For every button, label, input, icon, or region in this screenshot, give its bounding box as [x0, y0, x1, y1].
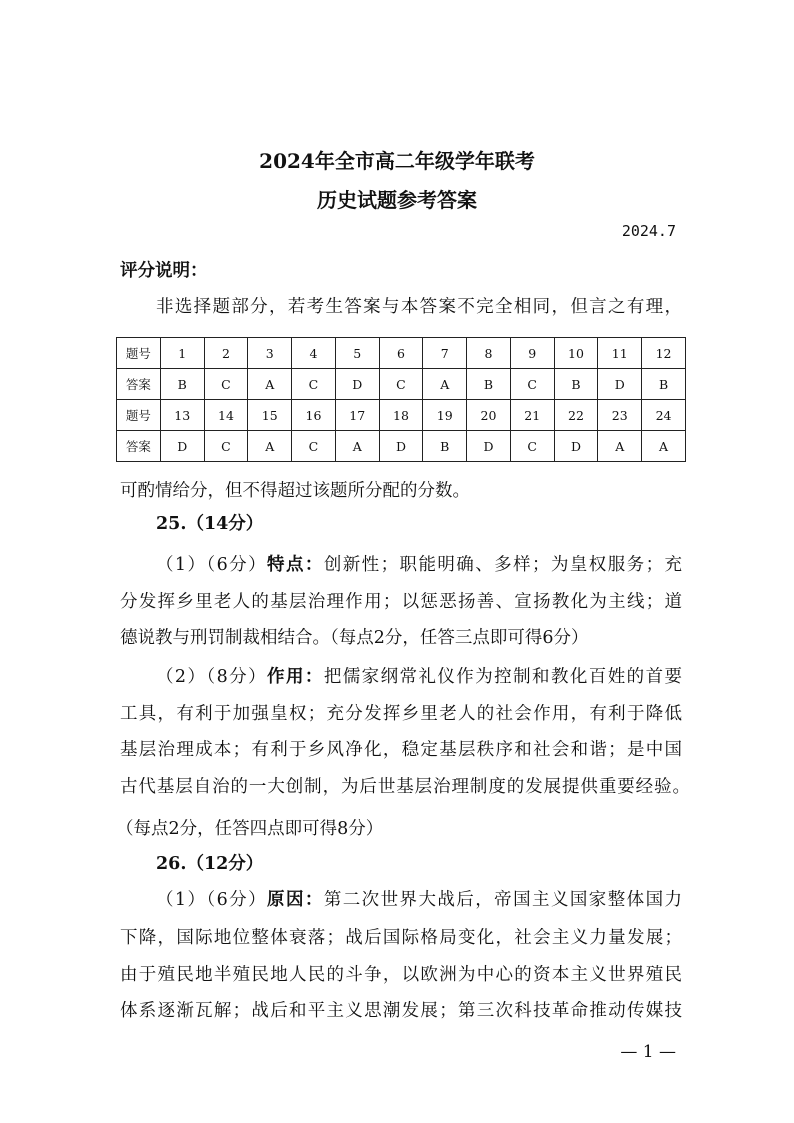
answer-text: 把儒家纲常礼仪作为控制和教化百姓的首要: [323, 667, 683, 687]
answer-table-cell: 20: [467, 400, 511, 431]
answer-table-cell: D: [160, 431, 204, 462]
answer-table-cell: 9: [510, 338, 554, 369]
row-label: 题号: [117, 400, 161, 431]
answer-table-row: [117, 431, 686, 462]
answer-table-cell: 3: [248, 338, 292, 369]
answer-table-cell: 11: [598, 338, 642, 369]
part-label: 特点：: [267, 555, 324, 575]
answer-table-row: [117, 338, 686, 369]
answer-table-cell: 22: [554, 400, 598, 431]
q26-part1-line: [156, 889, 682, 911]
answer-table-cell: D: [598, 369, 642, 400]
answer-table-cell: C: [510, 369, 554, 400]
answer-table-cell: B: [642, 369, 686, 400]
answer-table-cell: A: [335, 431, 379, 462]
answer-table-cell: D: [554, 431, 598, 462]
q25-part2-line: 基层治理成本；有利于乡风净化，稳定基层秩序和社会和谐；是中国: [120, 740, 682, 760]
question-25-heading: 25.（14分）: [156, 514, 264, 534]
document-title: 2024年全市高二年级学年联考: [259, 149, 535, 173]
answer-table-cell: C: [379, 369, 423, 400]
q25-part2-line: [156, 666, 682, 688]
document-subtitle: 历史试题参考答案: [317, 188, 477, 212]
answer-table-row: [117, 369, 686, 400]
q25-part2-line: 工具，有利于加强皇权；充分发挥乡里老人的社会作用，有利于降低: [120, 704, 682, 724]
part-label: 原因：: [267, 890, 324, 910]
answer-table-cell: 14: [204, 400, 248, 431]
q25-part2-line: 古代基层自治的一大创制，为后世基层治理制度的发展提供重要经验。: [120, 777, 690, 797]
q25-part1-line: 德说教与刑罚制裁相结合。（每点2分，任答三点即可得6分）: [120, 628, 589, 648]
answer-table-cell: C: [292, 369, 336, 400]
answer-table-cell: 15: [248, 400, 292, 431]
answer-table-cell: 2: [204, 338, 248, 369]
answer-text: 第二次世界大战后，帝国主义国家整体国力: [323, 890, 683, 910]
answer-table-cell: 5: [335, 338, 379, 369]
answer-table-cell: A: [423, 369, 467, 400]
q25-part1-line: 分发挥乡里老人的基层治理作用；以惩恶扬善、宣扬教化为主线；道: [120, 592, 682, 612]
answer-table-cell: 10: [554, 338, 598, 369]
answer-table-cell: B: [160, 369, 204, 400]
scoring-heading: 评分说明：: [120, 261, 208, 281]
row-label: 答案: [117, 431, 161, 462]
answer-table-cell: A: [248, 369, 292, 400]
answer-table-cell: 1: [160, 338, 204, 369]
q25-part1-line: [156, 554, 682, 576]
answer-table-cell: 18: [379, 400, 423, 431]
answer-table-row: [117, 400, 686, 431]
q26-part1-line: 体系逐渐瓦解；战后和平主义思潮发展；第三次科技革命推动传媒技: [120, 1001, 682, 1021]
answer-table-cell: 8: [467, 338, 511, 369]
part-label: 作用：: [267, 667, 324, 687]
scoring-text-line: 可酌情给分，但不得超过该题所分配的分数。: [120, 481, 470, 501]
answer-table: [116, 337, 686, 462]
answer-table-cell: 4: [292, 338, 336, 369]
document-date: 2024.7: [621, 222, 676, 240]
answer-table-cell: C: [292, 431, 336, 462]
answer-table-cell: A: [248, 431, 292, 462]
q26-part1-line: 下降，国际地位整体衰落；战后国际格局变化，社会主义力量发展；: [120, 928, 682, 948]
answer-table-cell: C: [510, 431, 554, 462]
answer-table-cell: 6: [379, 338, 423, 369]
answer-table-cell: 13: [160, 400, 204, 431]
part-prefix: （1）（6分）: [156, 890, 268, 910]
answer-table-cell: 24: [642, 400, 686, 431]
answer-table-cell: B: [467, 369, 511, 400]
question-26-heading: 26.（12分）: [156, 854, 264, 874]
answer-table-cell: 23: [598, 400, 642, 431]
answer-table-cell: 12: [642, 338, 686, 369]
answer-table-cell: 7: [423, 338, 467, 369]
part-prefix: （1）（6分）: [156, 555, 268, 575]
answer-table-cell: A: [642, 431, 686, 462]
part-prefix: （2）（8分）: [156, 667, 268, 687]
answer-text: 创新性；职能明确、多样；为皇权服务；充: [323, 555, 683, 575]
answer-table-cell: D: [467, 431, 511, 462]
answer-table-cell: B: [554, 369, 598, 400]
answer-table-cell: 19: [423, 400, 467, 431]
row-label: 答案: [117, 369, 161, 400]
answer-table-cell: 21: [510, 400, 554, 431]
answer-table-cell: A: [598, 431, 642, 462]
answer-table-cell: D: [379, 431, 423, 462]
q25-part2-line: （每点2分，任答四点即可得8分）: [116, 819, 384, 839]
row-label: 题号: [117, 338, 161, 369]
answer-table-cell: C: [204, 369, 248, 400]
answer-table-cell: 17: [335, 400, 379, 431]
answer-table-cell: D: [335, 369, 379, 400]
answer-table-cell: C: [204, 431, 248, 462]
page-number: — 1 —: [620, 1042, 676, 1062]
answer-table-cell: B: [423, 431, 467, 462]
q26-part1-line: 由于殖民地半殖民地人民的斗争，以欧洲为中心的资本主义世界殖民: [120, 965, 682, 985]
answer-table-cell: 16: [292, 400, 336, 431]
scoring-text-line: 非选择题部分，若考生答案与本答案不完全相同，但言之有理，: [156, 297, 682, 317]
